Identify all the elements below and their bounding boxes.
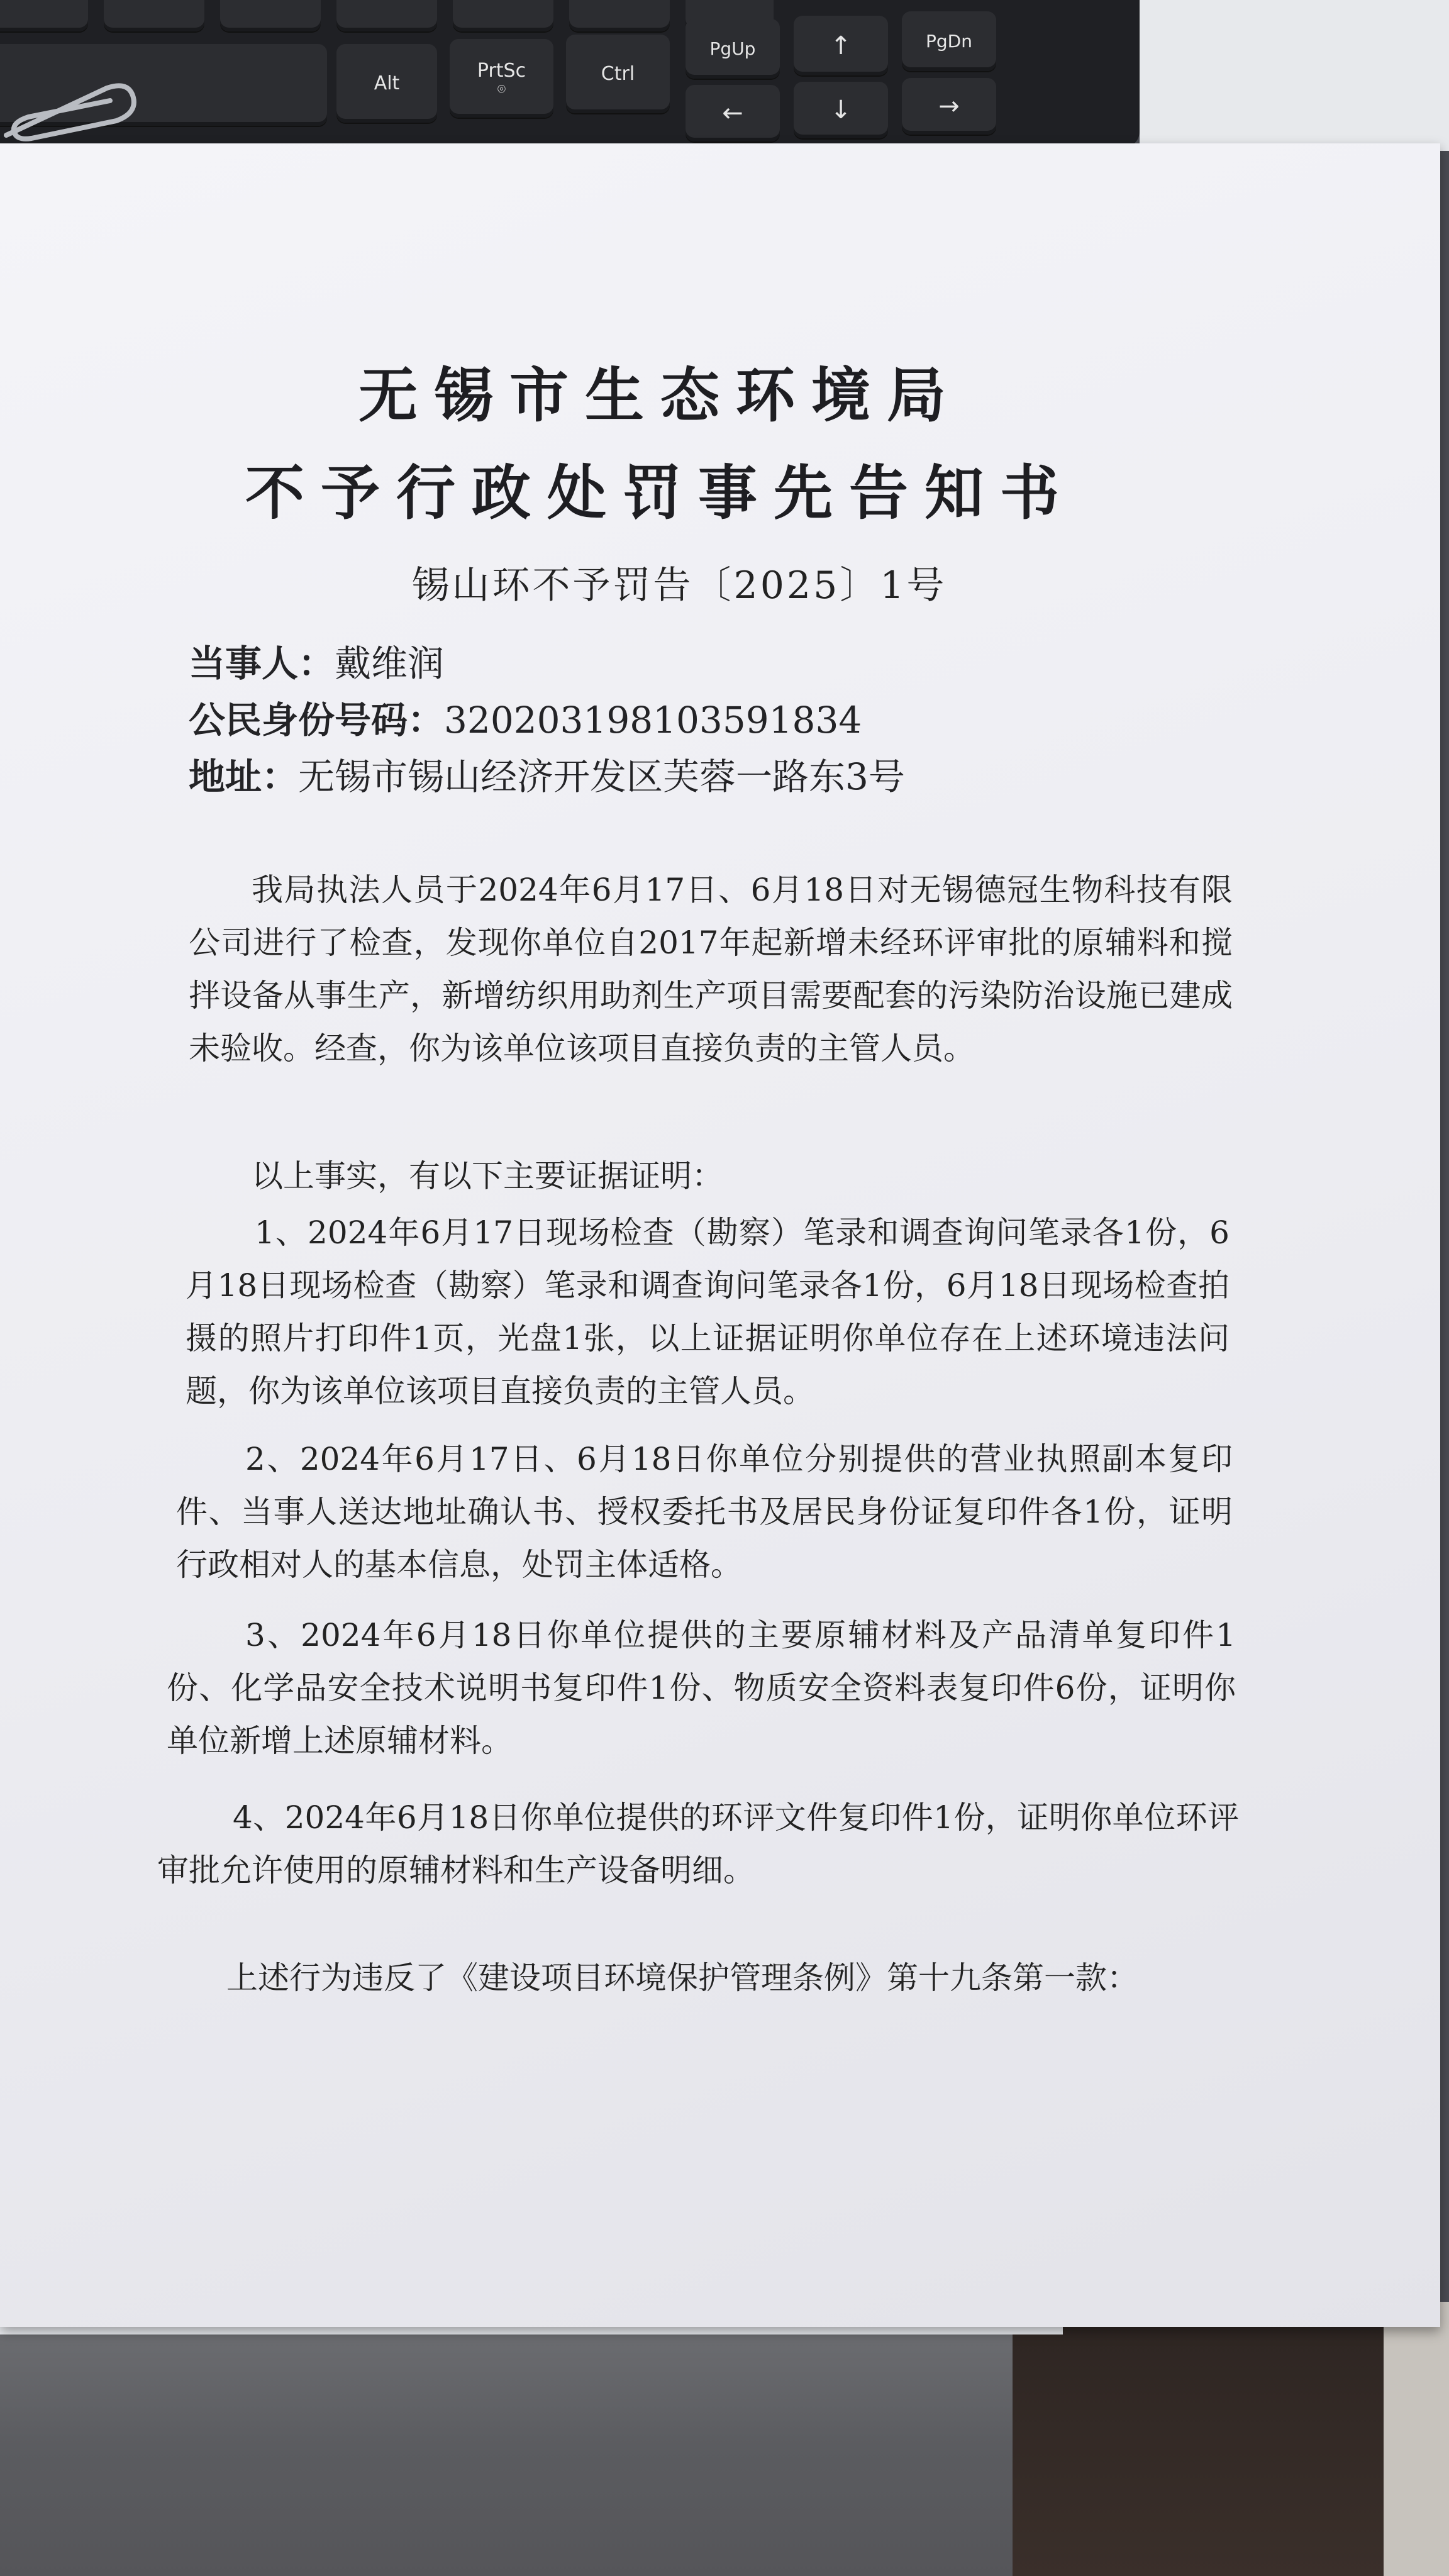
key-top-6 xyxy=(569,0,670,31)
desk-corner xyxy=(1140,0,1449,151)
evidence-item-4: 4、2024年6月18日你单位提供的环评文件复印件1份，证明你单位环评审批允许使用的原辅材料和生产设备明细。 xyxy=(157,1799,1239,1889)
key-pgdn: PgDn xyxy=(902,11,996,71)
key-top-5 xyxy=(453,0,553,31)
party-value: 戴维润 xyxy=(335,642,445,685)
violation-statement: 上述行为违反了《建设项目环境保护管理条例》第十九条第一款： xyxy=(226,1960,1138,1996)
document-number: 锡山环不予罚告〔2025〕1号 xyxy=(411,564,947,608)
evidence-item-3: 3、2024年6月18日你单位提供的主要原辅材料及产品清单复印件1份、化学品安全技术说明书复印件1份、物质安全资料表复印件6份，证明你单位新增上述原辅材料。 xyxy=(167,1617,1236,1759)
prtsc-sub-icon: ⌾ xyxy=(497,81,506,97)
key-down-arrow: ↓ xyxy=(794,82,888,138)
key-top-1 xyxy=(0,0,88,31)
key-top-2 xyxy=(104,0,204,31)
key-right-arrow: → xyxy=(902,78,996,135)
id-field xyxy=(189,691,862,743)
document-title-line1: 无锡市生态环境局 xyxy=(358,361,962,430)
address-label: 地址： xyxy=(189,755,299,798)
key-top-4 xyxy=(336,0,437,31)
evidence-item-2: 2、2024年6月17日、6月18日你单位分别提供的营业执照副本复印件、当事人送达地址确认书、授权委托书及居民身份证复印件各1份，证明行政相对人的基本信息，处罚主体适格。 xyxy=(176,1441,1233,1583)
desk-edge xyxy=(1384,2302,1449,2576)
body-paragraph-1: 我局执法人员于2024年6月17日、6月18日对无锡德冠生物科技有限公司进行了检查，发现你单位自2017年起新增未经环评审批的原辅料和搅拌设备从事生产，新增纺织用助剂生产项目需要配套的污染防治设施已建成未验收。经查，你为该单位该项目直接负责的主管人员。 xyxy=(189,872,1233,1067)
id-label: 公民身份号码： xyxy=(189,699,445,741)
key-up-arrow: ↑ xyxy=(794,16,888,75)
key-pgup: PgUp xyxy=(686,19,780,79)
document-page xyxy=(0,143,1440,2327)
paperclip-icon xyxy=(0,75,138,145)
document-title-line2: 不予行政处罚事先告知书 xyxy=(245,458,1075,528)
laptop-keyboard xyxy=(0,0,1140,148)
id-value: 320203198103591834 xyxy=(444,699,862,741)
evidence-item-1: 1、2024年6月17日现场检查（勘察）笔录和调查询问笔录各1份，6月18日现场检查（勘察）笔录和调查询问笔录各1份，6月18日现场检查拍摄的照片打印件1页，光盘1张，以上证据证明你单位存在上述环境违法问题，你为该单位该项目直接负责的主管人员。 xyxy=(186,1214,1230,1409)
body-paragraph-2: 以上事实，有以下主要证据证明： xyxy=(252,1158,723,1194)
key-prtsc: PrtSc ⌾ xyxy=(450,39,553,118)
key-alt: Alt xyxy=(336,44,437,123)
key-left-arrow: ← xyxy=(686,85,780,142)
key-ctrl: Ctrl xyxy=(566,35,670,113)
address-field xyxy=(189,747,905,800)
party-label: 当事人： xyxy=(189,642,335,685)
address-value: 无锡市锡山经济开发区芙蓉一路东3号 xyxy=(298,755,905,798)
key-top-3 xyxy=(220,0,321,31)
party-field xyxy=(189,634,444,687)
